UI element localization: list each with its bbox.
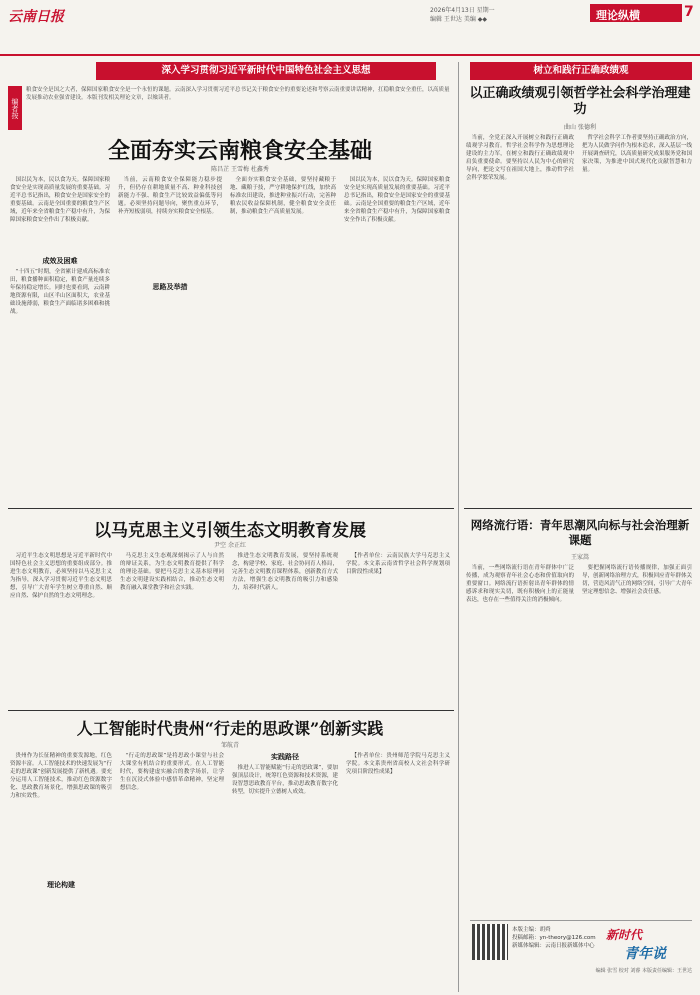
article-4-col-1-text: 当前，一些网络流行语在青年群体中广泛传播，成为观察青年社会心态和价值取向的重要窗口。网络流行语折射出青年群体的情感诉求和现实关切，既有积极向上的正能量表达，也存在一些值得关注的消极倾向。 bbox=[466, 565, 574, 603]
article-1-title: 全面夯实云南粮食安全基础 bbox=[107, 138, 372, 164]
article-2-col-1-text: 当前，全党正深入开展树立和践行正确政绩观学习教育。哲学社会科学作为思想理论建设的主力军，在树立和践行正确政绩观中肩负重要使命。要坚持以人民为中心的研究导向，把论文写在祖国大地上，推动哲学社会科学繁荣发展。 bbox=[466, 135, 574, 181]
article-1-col-5 bbox=[344, 176, 450, 502]
article-5-col-4-text: 【作者单位：贵州师范学院马克思主义学院。本文系贵州省高校人文社会科学研究项目阶段性成果】 bbox=[346, 753, 450, 775]
article-3-col-3-text: 推进生态文明教育发展，要坚持系统观念，构建学校、家庭、社会协同育人格局，完善生态文明教育课程体系，创新教育方式方法，增强生态文明教育的吸引力和感染力，培养时代新人。 bbox=[232, 553, 338, 591]
article-1-col-4 bbox=[230, 176, 336, 502]
qr-code-icon bbox=[472, 924, 508, 960]
article-4-title bbox=[466, 518, 694, 548]
article-2-title bbox=[466, 86, 694, 118]
article-1-col-5-text: 国以民为本，民以食为天。保障国家粮食安全是实现高质量发展的重要基础。习近平总书记指出，粮食安全是国家安全的重要基础。云南是全国重要的粮食生产区域，近年来全省粮食生产稳中有升，为保障国家粮食安全作出了积极贡献。 bbox=[344, 177, 450, 223]
article-3-col-1-text: 习近平生态文明思想是习近平新时代中国特色社会主义思想的重要组成部分。推进生态文明教育，必须坚持以马克思主义为指导，深入学习贯彻习近平生态文明思想，引导广大青年学生树立尊重自然、顺应自然、保护自然的生态文明理念。 bbox=[10, 553, 112, 599]
brand-logo bbox=[606, 926, 690, 966]
footer-line-1: 本版主编：胡舜 bbox=[512, 927, 551, 933]
footer-line-3: 新媒体编辑：云南日报新媒体中心 bbox=[512, 943, 595, 949]
article-5-col-2 bbox=[120, 752, 224, 988]
article-3-col-1 bbox=[10, 552, 112, 704]
article-4-col-2 bbox=[582, 564, 692, 914]
article-1-subhead-1: 成效及困难 bbox=[42, 257, 78, 265]
article-5-title: 人工智能时代贵州“行走的思政课”创新实践 bbox=[76, 719, 384, 738]
article-1-col-2-text: “十四五”时期，全省累计建成高标准农田，粮食播种面积稳定，粮食产量连续多年保持稳定增长。同时也要看到，云南耕地资源有限，山区半山区面积大，农业基础设施薄弱，粮食生产面临诸多困难和挑战。 bbox=[10, 269, 110, 315]
section-rule-2 bbox=[8, 710, 454, 711]
article-3-byline: 尹空 余正红 bbox=[214, 542, 246, 549]
article-5-col-3 bbox=[232, 764, 338, 988]
editor-note: 粮食安全是国之大者，保障国家粮食安全是一个永恒的课题。云南深入学习贯彻习近平总书记关于粮食安全的重要论述和考察云南重要讲话精神，扛稳粮食安全重任，以高质量发展推动农业强省建设。本版刊发相关理论文章，以飨读者。 bbox=[26, 87, 450, 101]
banner-right: 树立和践行正确政绩观 bbox=[470, 62, 692, 80]
article-5-col-3-text: 推进人工智能赋能“行走的思政课”，要加强顶层设计，统筹红色资源和技术资源，建设智慧思政教育平台，推动思政教育数字化转型，切实提升立德树人成效。 bbox=[232, 765, 338, 795]
article-2-byline: 曲山 张德利 bbox=[564, 124, 596, 131]
article-3-col-3 bbox=[232, 552, 338, 704]
article-1-col-3 bbox=[118, 176, 222, 502]
article-5-col-2-text: “行走的思政课”是将思政小课堂与社会大课堂有机结合的重要形式。在人工智能时代，要构建虚实融合的教学场景，让学生在沉浸式体验中感悟革命精神，坚定理想信念。 bbox=[120, 753, 224, 791]
article-3-col-4-text: 【作者单位：云南民族大学马克思主义学院。本文系云南省哲学社会科学规划项目阶段性成果】 bbox=[346, 553, 450, 575]
date-line-2: 编辑 王世达 美编 ◆◆ bbox=[430, 16, 487, 23]
article-3-col-2-text: 马克思主义生态观深刻揭示了人与自然的辩证关系，为生态文明教育提供了科学的理论基础。要把马克思主义基本原理同生态文明建设实践相结合，推动生态文明教育融入课堂教学和社会实践。 bbox=[120, 553, 224, 591]
banner-left: 深入学习贯彻习近平新时代中国特色社会主义思想 bbox=[96, 62, 436, 80]
date-line bbox=[430, 6, 495, 24]
article-1-col-4-text: 全面夯实粮食安全基础，要坚持藏粮于地、藏粮于技，严守耕地保护红线，加快高标准农田建设，推进种业振兴行动，完善种粮农民收益保障机制，健全粮食安全责任制，推动粮食生产高质量发展。 bbox=[230, 177, 336, 215]
masthead bbox=[0, 0, 700, 56]
article-4-col-1 bbox=[466, 564, 574, 914]
date-line-1: 2026年4月13日 星期一 bbox=[430, 7, 495, 14]
article-3-col-2 bbox=[120, 552, 224, 704]
article-5-col-1 bbox=[10, 752, 112, 988]
article-4-title-text: 网络流行语：青年思潮风向标与社会治理新课题 bbox=[470, 518, 690, 547]
article-3-col-4 bbox=[346, 552, 450, 704]
article-5-subhead-1: 理论构建 bbox=[47, 881, 75, 889]
article-5-col-4 bbox=[346, 752, 450, 988]
article-1-col-1-text: 国以民为本，民以食为天。保障国家粮食安全是实现高质量发展的重要基础。习近平总书记指出，粮食安全是国家安全的重要基础。云南是全国重要的粮食生产区域，近年来全省粮食生产稳中有升，为保障国家粮食安全作出了积极贡献。 bbox=[10, 177, 110, 223]
article-1-col-2 bbox=[10, 268, 110, 498]
column-divider bbox=[458, 62, 459, 992]
article-2-col-2-text: 哲学社会科学工作者要坚持正确政治方向，把为人民做学问作为根本追求，深入基层一线开展调查研究，以高质量研究成果服务党和国家决策，为推进中国式现代化贡献智慧和力量。 bbox=[582, 135, 692, 173]
article-5-subhead-2: 实践路径 bbox=[271, 753, 299, 761]
section-rule-1 bbox=[8, 508, 454, 509]
article-3-title: 以马克思主义引领生态文明教育发展 bbox=[94, 521, 366, 541]
article-5-byline: 邹航青 bbox=[220, 742, 239, 749]
article-1-byline: 陈昌芷 王雪梅 杜鑫秀 bbox=[211, 166, 269, 173]
article-1-col-3-text: 当前，云南粮食安全保障能力稳步提升，但仍存在耕地质量不高、种业科技创新能力不强、粮食生产比较效益偏低等问题。必须坚持问题导向，聚焦重点环节，补齐短板弱项，持续夯实粮食安全根基。 bbox=[118, 177, 222, 215]
newspaper-logo: 云南日报 bbox=[8, 9, 64, 25]
article-2-col-1 bbox=[466, 134, 574, 504]
brand-logo-line-2: 青年说 bbox=[624, 946, 666, 962]
editor-note-tag: 编者按 bbox=[8, 86, 22, 130]
section-badge: 理论纵横 bbox=[590, 4, 682, 22]
article-5-col-1-text: 贵州作为长征精神的重要发源地，红色资源丰富。人工智能技术的快速发展为“行走的思政课”创新发展提供了新机遇。要充分运用人工智能技术，推动红色资源数字化、思政教育场景化，增强思政课的吸引力和实效性。 bbox=[10, 753, 112, 799]
article-4-byline: 王家嵩 bbox=[570, 554, 589, 561]
section-rule-right-1 bbox=[464, 508, 692, 509]
page-number: 7 bbox=[684, 4, 694, 20]
editor-credits: 编辑 张雪 校对 刘睿 本版责任编辑：王世达 bbox=[595, 968, 692, 974]
article-2-col-2 bbox=[582, 134, 692, 504]
article-1-subhead-2: 思路及举措 bbox=[152, 283, 188, 291]
brand-logo-line-1: 新时代 bbox=[606, 928, 643, 942]
article-2-title-text: 以正确政绩观引领哲学社会科学治理建功 bbox=[469, 86, 691, 117]
footer-line-2: 投稿邮箱：yn-theory@126.com bbox=[512, 935, 596, 941]
article-4-col-2-text: 要把握网络流行语传播规律，加强正面引导，创新网络治理方式，积极回应青年群体关切，营造风清气正的网络空间，引导广大青年坚定理想信念、增强社会责任感。 bbox=[582, 565, 692, 595]
footer-text bbox=[512, 926, 598, 950]
